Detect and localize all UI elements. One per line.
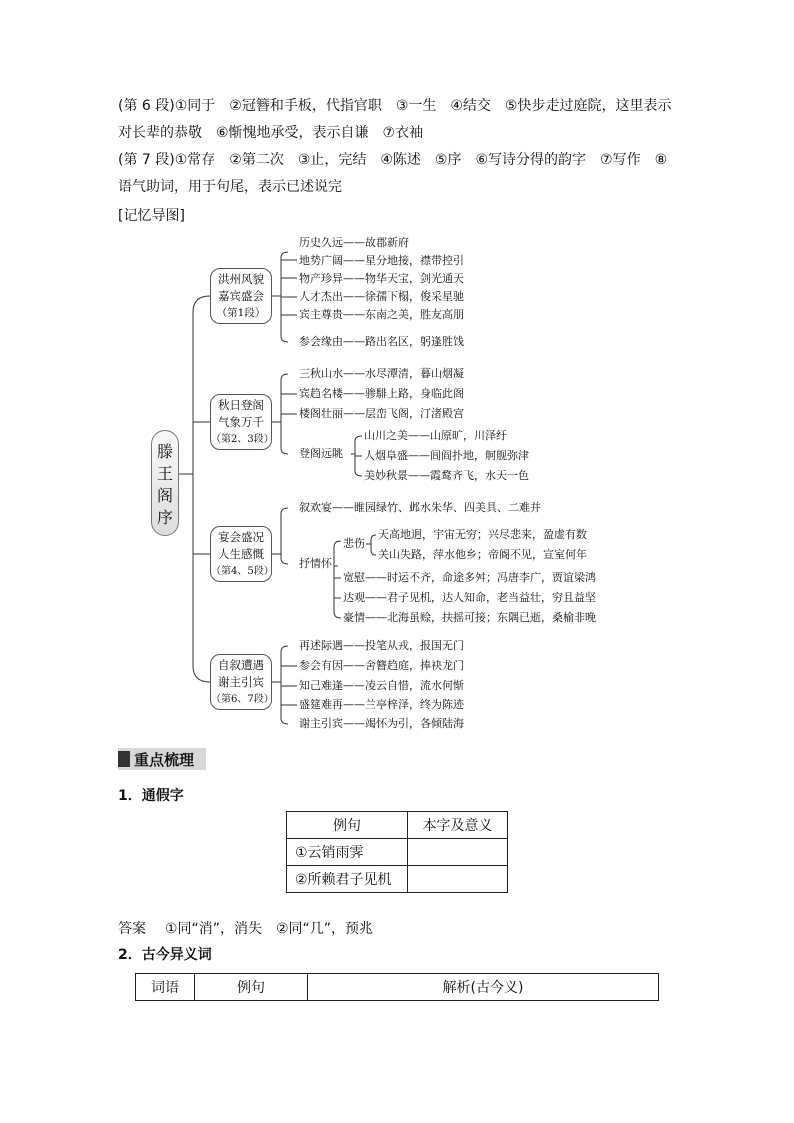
section-marker-icon (118, 751, 130, 767)
branch-3-other-item: 达观——君子见机，达人知命，老当益壮，穷且益坚 (343, 591, 596, 604)
branch-3-subhead: 抒情怀 (299, 557, 332, 570)
answer-text: ①同“消”，消失 ②同“几”，预兆 (164, 921, 374, 937)
branch-1-label-line2: 嘉宾盛会 (218, 289, 264, 303)
branch-2-subhead: 登阁远眺 (299, 447, 343, 460)
branch-box-2 (210, 394, 272, 450)
branch-4-label-line3: （第6、7段） (211, 694, 274, 705)
table-header-cell: 本字及意义 (408, 812, 508, 839)
branch-box-3 (210, 526, 272, 582)
mindmap-root-title: 滕王阁序 (157, 442, 174, 527)
branch-3-label-line3: （第4、5段） (211, 566, 274, 577)
branch-1-item: 参会缘由——路出名区，躬逢胜饯 (299, 335, 464, 348)
branch-2-label-line3: （第2、3段） (211, 434, 274, 445)
branch-1-item: 人才杰出——徐孺下榻，俊采星驰 (299, 290, 464, 303)
gujin-yiyi-table (135, 973, 659, 1001)
answer-line (118, 920, 373, 938)
table-cell: ①云销雨霁 (287, 839, 408, 866)
mindmap-root (151, 430, 179, 536)
section-header-badge (118, 748, 206, 770)
note-p7-line1: (第 7 段)①常存 ②第二次 ③止，完结 ④陈述 ⑤序 ⑥写诗分得的韵字 ⑦写作 ⑧ (118, 152, 668, 168)
section-title: 重点梳理 (134, 751, 195, 769)
table-header-row (136, 974, 659, 1001)
branch-3-other-item: 豪情——北海虽赊，扶摇可接；东隅已逝，桑榆非晚 (343, 611, 596, 624)
table-cell (408, 839, 508, 866)
branch-4-item: 知己难逢——凌云自惜，流水何惭 (299, 679, 464, 692)
branch-2-subitem: 人烟阜盛——闾阎扑地，舸舰弥津 (364, 449, 529, 462)
branch-1-item: 物产珍异——物华天宝，剑光通天 (299, 272, 464, 285)
branch-box-1 (210, 268, 272, 324)
branch-3-beishang-item: 关山失路，萍水他乡；帝阍不见，宣室何年 (378, 548, 587, 561)
branch-2-label-line2: 气象万千 (218, 415, 264, 429)
question-1-title: 1．通假字 (118, 788, 184, 804)
table-header-cell: 解析(古今义) (308, 974, 659, 1001)
branch-2-subitem: 美妙秋景——霞鹜齐飞，水天一色 (364, 469, 529, 482)
branch-4-label-line1: 自叙遭遇 (218, 658, 264, 672)
branch-2-label-line1: 秋日登阁 (218, 398, 264, 412)
memory-map-label: [记忆导图] (118, 208, 185, 224)
branch-1-item: 历史久远——故郡新府 (299, 236, 409, 249)
table-cell (408, 866, 508, 893)
table-cell: ②所赖君子见机 (287, 866, 408, 893)
table-row (287, 839, 508, 866)
branch-4-item: 再述际遇——投笔从戎，报国无门 (299, 639, 464, 652)
table-row (287, 866, 508, 893)
table-header-cell: 例句 (195, 974, 308, 1001)
branch-3-label-line1: 宴会盛况 (218, 530, 264, 544)
branch-2-subitem: 山川之美——山原旷，川泽纡 (364, 429, 507, 442)
branch-2-item: 宾趋名楼——骖騑上路，身临此阁 (299, 387, 464, 400)
branch-2-item: 三秋山水——水尽潭清，暮山烟凝 (299, 367, 464, 380)
branch-3-beishang-item: 天高地迥，宇宙无穷；兴尽悲来，盈虚有数 (378, 528, 587, 541)
branch-1-item: 地势广阔——星分地接，襟带控引 (299, 254, 464, 267)
branch-3-item: 叙欢宴——睢园绿竹、邺水朱华、四美具、二难并 (299, 501, 541, 514)
branch-4-item: 谢主引宾——竭怀为引，各倾陆海 (299, 717, 464, 730)
table-header-row (287, 812, 508, 839)
branch-3-beishang-head: 悲伤 (343, 537, 365, 550)
branch-1-label-line1: 洪州风貌 (218, 272, 264, 286)
branch-4-label-line2: 谢主引宾 (218, 675, 264, 689)
branch-1-label-line3: （第1段） (216, 307, 266, 319)
tongjiazi-table (286, 811, 508, 893)
note-p7-line2: 语气助词，用于句尾，表示已述说完 (118, 179, 342, 195)
branch-box-4 (210, 654, 272, 710)
branch-1-item: 宾主尊贵——东南之美，胜友高朋 (299, 308, 464, 321)
question-2-title: 2．古今异义词 (118, 947, 212, 963)
answer-label: 答案 (118, 921, 146, 937)
branch-4-item: 参会有因——舍簪趋庭，捧袂龙门 (299, 659, 464, 672)
note-p6-line1: (第 6 段)①同于 ②冠簪和手板，代指官职 ③一生 ④结交 ⑤快步走过庭院，这里表示 (118, 98, 672, 114)
branch-3-other-item: 宽慰——时运不齐，命途多舛；冯唐李广，贾谊梁鸿 (343, 571, 596, 584)
note-p6-line2: 对长辈的恭敬 ⑥惭愧地承受，表示自谦 ⑦衣袖 (118, 125, 424, 141)
branch-3-label-line2: 人生感慨 (218, 547, 264, 561)
table-header-cell: 词语 (136, 974, 195, 1001)
branch-4-item: 盛筵难再——兰亭梓泽，终为陈迹 (299, 698, 464, 711)
table-header-cell: 例句 (287, 812, 408, 839)
branch-2-item: 楼阁壮丽——层峦飞阁，汀渚殿宫 (299, 407, 464, 420)
